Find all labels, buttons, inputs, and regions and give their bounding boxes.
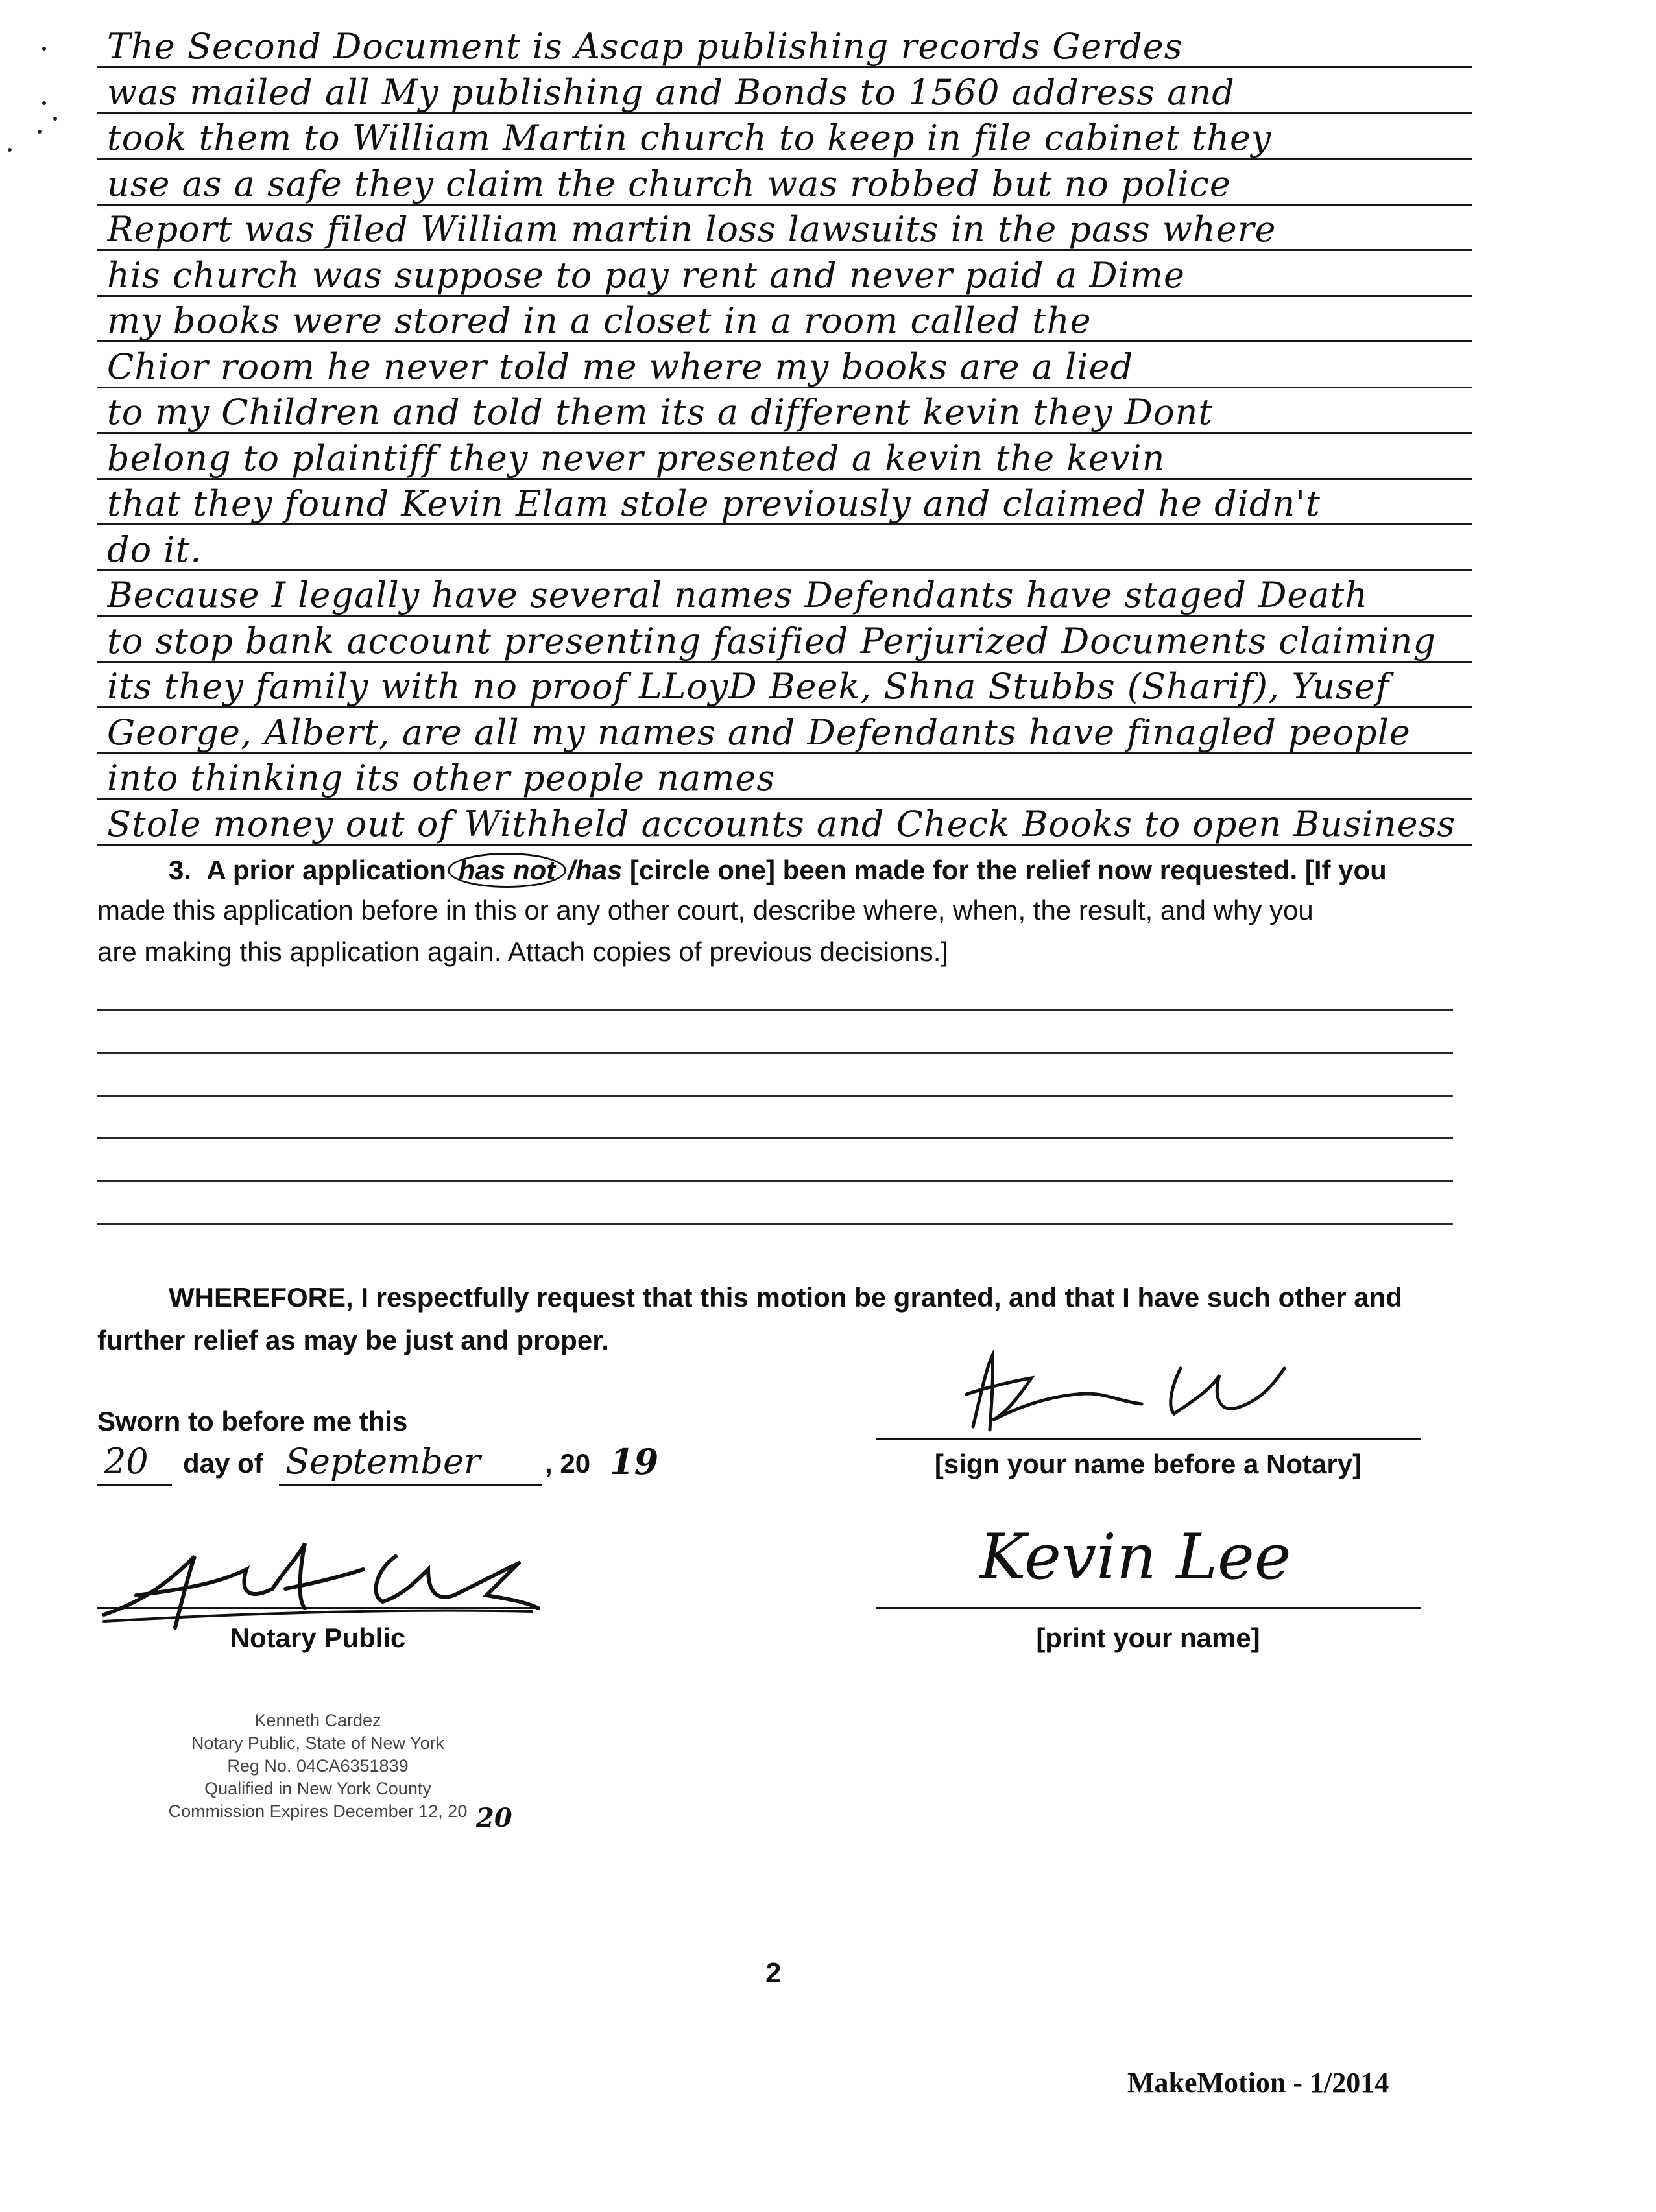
circle-one-note: [circle one] (629, 855, 775, 885)
blank-line (97, 1180, 1453, 1182)
ruled-line (97, 112, 1472, 114)
sworn-day-value: 20 (104, 1441, 149, 1482)
sworn-year-value: 19 (610, 1441, 659, 1482)
handwritten-line: do it. (107, 529, 202, 570)
sworn-label: Sworn to before me this (97, 1406, 408, 1436)
option-separator: / (568, 855, 575, 885)
handwritten-line: The Second Document is Ascap publishing records Gerdes (107, 26, 1183, 67)
blank-line (97, 1137, 1453, 1139)
applicant-signature (947, 1342, 1310, 1440)
handwritten-line: that they found Kevin Elam stole previously and claimed he didn't (107, 483, 1321, 524)
ruled-line (97, 66, 1472, 68)
page-number: 2 (765, 1957, 782, 1989)
handwritten-line: George, Albert, are all my names and Defendants have finagled people (107, 711, 1411, 753)
ruled-line (97, 295, 1472, 297)
item-3-suffix: been made for the relief now requested. (782, 855, 1298, 885)
has-option: has (575, 855, 623, 885)
printed-name-line (876, 1607, 1421, 1609)
stamp-line: Kenneth Cardez (254, 1711, 381, 1730)
ruled-line (97, 615, 1472, 617)
ruled-line (97, 752, 1472, 754)
notary-signature-line (97, 1607, 538, 1609)
handwritten-line: into thinking its other people names (107, 757, 776, 798)
ruled-line (97, 523, 1472, 525)
blank-line (97, 1052, 1453, 1054)
blank-line (97, 1095, 1453, 1097)
ruled-line (97, 249, 1472, 251)
stamp-line: Qualified in New York County (204, 1779, 431, 1798)
item-3-prefix: A prior application (206, 855, 446, 885)
margin-mark (42, 47, 46, 51)
stamp-line: Reg No. 04CA6351839 (227, 1756, 409, 1776)
notary-signature (91, 1517, 558, 1634)
notary-stamp-lines (117, 1709, 519, 1823)
item-3-number: 3. (169, 855, 192, 885)
sworn-month-value: September (285, 1441, 481, 1482)
handwritten-line: Because I legally have several names Defendants have staged Death (107, 575, 1369, 615)
ruled-line (97, 478, 1472, 480)
handwritten-line: Chior room he never told me where my books are a lied (107, 346, 1134, 387)
handwritten-line: to my Children and told them its a different kevin they Dont (107, 392, 1214, 433)
sworn-day-label: day of (183, 1448, 263, 1479)
ruled-line (97, 798, 1472, 800)
ruled-line (97, 387, 1472, 388)
handwritten-line: took them to William Martin church to keep in file cabinet they (107, 117, 1272, 158)
stamp-year-handwritten: 20 (476, 1803, 512, 1833)
sworn-month-line (279, 1484, 542, 1486)
instruction-line-3: are making this application again. Attach copies of previous decisions.] (97, 936, 949, 967)
ruled-line (97, 204, 1472, 206)
margin-mark (38, 130, 42, 134)
blank-line (97, 1223, 1453, 1225)
wherefore-line-2: further relief as may be just and proper. (97, 1325, 609, 1355)
instruction-line-2: made this application before in this or any other court, describe where, when, the result, and why you (97, 895, 1314, 925)
ruled-line (97, 340, 1472, 342)
ruled-line (97, 432, 1472, 434)
instruction-line-1: [If you (1304, 855, 1387, 885)
handwritten-line: belong to plaintiff they never presented a kevin the kevin (107, 437, 1166, 479)
handwritten-line: was mailed all My publishing and Bonds to 1560 address and (107, 71, 1235, 113)
handwritten-line: its they family with no proof LLoyD Beek, Shna Stubbs (Sharif), Yusef (107, 666, 1389, 707)
printed-name-value: Kevin Lee (979, 1521, 1291, 1593)
notary-public-caption: Notary Public (230, 1623, 406, 1653)
margin-mark (42, 101, 46, 105)
handwritten-line: Stole money out of Withheld accounts and Check Books to open Business (107, 803, 1456, 844)
sworn-day-line (97, 1484, 172, 1486)
ruled-line (97, 661, 1472, 663)
margin-mark (8, 148, 12, 152)
stamp-line: Notary Public, State of New York (191, 1733, 445, 1753)
ruled-line (97, 158, 1472, 160)
item-3-paragraph (97, 851, 1472, 973)
has-not-option-circled: has not (448, 853, 566, 888)
signature-caption: [sign your name before a Notary] (934, 1449, 1362, 1479)
blank-line (97, 1009, 1453, 1011)
handwritten-line: Report was filed William martin loss lawsuits in the pass where (107, 209, 1277, 250)
ruled-line (97, 706, 1472, 708)
printed-name-caption: [print your name] (1036, 1623, 1260, 1653)
signature-line (876, 1438, 1421, 1440)
handwritten-line: to stop bank account presenting fasified Perjurized Documents claiming (107, 620, 1437, 661)
notary-stamp (117, 1709, 519, 1823)
handwritten-line: his church was suppose to pay rent and never paid a Dime (107, 254, 1185, 296)
ruled-line (97, 569, 1472, 571)
handwritten-line: my books were stored in a closet in a room called the (107, 300, 1092, 341)
ruled-line (97, 844, 1472, 846)
margin-mark (53, 117, 57, 121)
wherefore-line-1: WHEREFORE, I respectfully request that this motion be granted, and that I have such other and (169, 1282, 1402, 1313)
handwritten-line: use as a safe they claim the church was robbed but no police (107, 163, 1231, 204)
stamp-line: Commission Expires December 12, 20 (168, 1802, 468, 1821)
form-id: MakeMotion - 1/2014 (1127, 2067, 1389, 2099)
sworn-year-prefix: , 20 (545, 1448, 591, 1479)
